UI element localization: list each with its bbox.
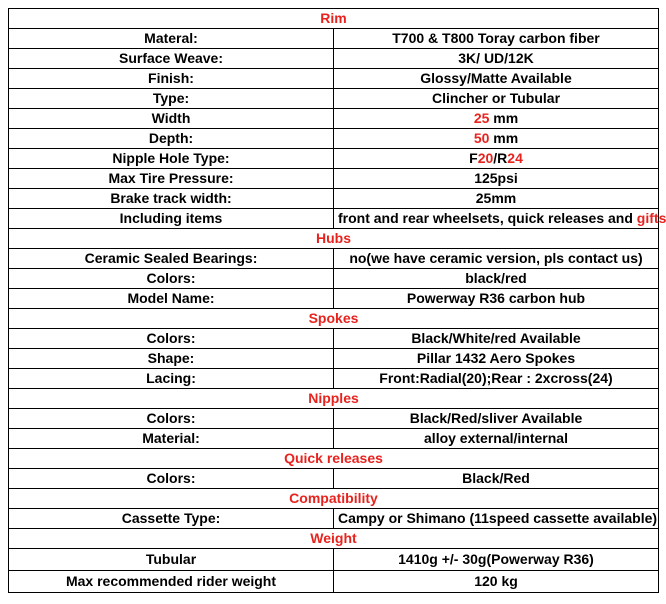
spec-label: Colors:	[9, 269, 334, 289]
section-header-compatibility	[9, 489, 659, 509]
spec-value	[334, 571, 659, 593]
spec-label: Finish:	[9, 69, 334, 89]
value-text: black/red	[465, 270, 527, 286]
spec-label: Max recommended rider weight	[9, 571, 334, 593]
spec-value	[334, 329, 659, 349]
spec-label: Brake track width:	[9, 189, 334, 209]
section-header-quick-releases	[9, 449, 659, 469]
spec-label: Lacing:	[9, 369, 334, 389]
spec-label: Including items	[9, 209, 334, 229]
value-text: front and rear wheelsets, quick releases and	[338, 210, 637, 226]
spec-label: Width	[9, 109, 334, 129]
spec-table-body	[9, 9, 666, 593]
section-title: Compatibility	[9, 489, 659, 509]
spec-row-nipples-material	[9, 429, 659, 449]
spec-value	[334, 49, 659, 69]
value-text: Black/Red/sliver Available	[409, 410, 583, 426]
spec-row-rim-surface-weave	[9, 49, 659, 69]
section-title: Weight	[9, 529, 659, 549]
spec-value	[334, 409, 659, 429]
spec-label: Materal:	[9, 29, 334, 49]
value-text: mm	[489, 130, 519, 146]
value-text: no(we have ceramic version, pls contact us)	[349, 250, 643, 266]
spec-value	[334, 549, 659, 571]
highlighted-text: gifts	[636, 210, 666, 226]
spec-row-rim-max-tire-pressure	[9, 169, 659, 189]
spec-row-hubs-colors	[9, 269, 659, 289]
spec-row-spokes-lacing	[9, 369, 659, 389]
spec-value	[334, 129, 659, 149]
spec-row-weight-max-recommended-rider-weight	[9, 571, 659, 593]
spec-value	[334, 209, 666, 229]
section-title: Nipples	[9, 389, 659, 409]
spec-row-rim-including-items	[9, 209, 659, 229]
spec-row-weight-tubular	[9, 549, 659, 571]
value-text: /R	[493, 150, 508, 166]
section-header-hubs	[9, 229, 659, 249]
spec-value	[334, 509, 659, 529]
spec-label: Colors:	[9, 469, 334, 489]
spec-value	[334, 269, 659, 289]
value-text: Black/Red	[462, 470, 530, 486]
value-text: 25mm	[475, 190, 517, 206]
section-header-weight	[9, 529, 659, 549]
value-text: mm	[489, 110, 519, 126]
highlighted-text: 24	[507, 150, 523, 166]
section-title: Rim	[9, 9, 659, 29]
spec-row-compatibility-cassette-type	[9, 509, 659, 529]
spec-value	[334, 369, 659, 389]
value-text: Black/White/red Available	[411, 330, 581, 346]
value-text: Glossy/Matte Available	[420, 70, 572, 86]
section-header-spokes	[9, 309, 659, 329]
section-header-nipples	[9, 389, 659, 409]
spec-row-nipples-colors	[9, 409, 659, 429]
spec-label: Model Name:	[9, 289, 334, 309]
value-text: 125psi	[474, 170, 518, 186]
spec-value	[334, 189, 659, 209]
spec-value	[334, 349, 659, 369]
value-text: 3K/ UD/12K	[458, 50, 534, 66]
spec-label: Surface Weave:	[9, 49, 334, 69]
spec-label: Depth:	[9, 129, 334, 149]
value-text: alloy external/internal	[424, 430, 568, 446]
spec-row-quick-releases-colors	[9, 469, 659, 489]
spec-row-rim-width	[9, 109, 659, 129]
spec-row-rim-depth	[9, 129, 659, 149]
spec-label: Colors:	[9, 329, 334, 349]
spec-value	[334, 109, 659, 129]
spec-row-spokes-shape	[9, 349, 659, 369]
spec-label: Ceramic Sealed Bearings:	[9, 249, 334, 269]
spec-label: Max Tire Pressure:	[9, 169, 334, 189]
spec-label: Nipple Hole Type:	[9, 149, 334, 169]
highlighted-text: 20	[477, 150, 494, 166]
value-text: Campy or Shimano (11speed cassette available)	[338, 510, 658, 526]
spec-value	[334, 289, 659, 309]
value-text: 120 kg	[474, 573, 518, 589]
spec-row-rim-nipple-hole-type	[9, 149, 659, 169]
spec-row-hubs-model-name	[9, 289, 659, 309]
spec-label: Type:	[9, 89, 334, 109]
spec-label: Colors:	[9, 409, 334, 429]
value-text: Pillar 1432 Aero Spokes	[416, 350, 576, 366]
spec-value	[334, 69, 659, 89]
value-text: Front:Radial(20);Rear : 2xcross(24)	[379, 370, 613, 386]
spec-row-hubs-ceramic-sealed-bearings	[9, 249, 659, 269]
spec-label: Material:	[9, 429, 334, 449]
section-title: Spokes	[9, 309, 659, 329]
spec-value	[334, 149, 659, 169]
spec-value	[334, 469, 659, 489]
highlighted-text: 25	[473, 110, 490, 126]
spec-value	[334, 89, 659, 109]
section-header-rim	[9, 9, 659, 29]
spec-value	[334, 29, 659, 49]
spec-row-rim-materal	[9, 29, 659, 49]
section-title: Quick releases	[9, 449, 659, 469]
spec-row-rim-brake-track-width	[9, 189, 659, 209]
section-title: Hubs	[9, 229, 659, 249]
spec-row-spokes-colors	[9, 329, 659, 349]
value-text: Clincher or Tubular	[431, 90, 561, 106]
value-text: T700 & T800 Toray carbon fiber	[392, 30, 600, 46]
spec-label: Cassette Type:	[9, 509, 334, 529]
bicycle-wheelset-spec-table	[8, 8, 666, 593]
spec-value	[334, 249, 659, 269]
spec-label: Shape:	[9, 349, 334, 369]
highlighted-text: 50	[473, 130, 490, 146]
value-text: Powerway R36 carbon hub	[406, 290, 586, 306]
value-text: F	[469, 150, 478, 166]
spec-label: Tubular	[9, 549, 334, 571]
spec-value	[334, 429, 659, 449]
value-text: 1410g +/- 30g(Powerway R36)	[398, 551, 594, 567]
spec-value	[334, 169, 659, 189]
spec-row-rim-finish	[9, 69, 659, 89]
spec-row-rim-type	[9, 89, 659, 109]
